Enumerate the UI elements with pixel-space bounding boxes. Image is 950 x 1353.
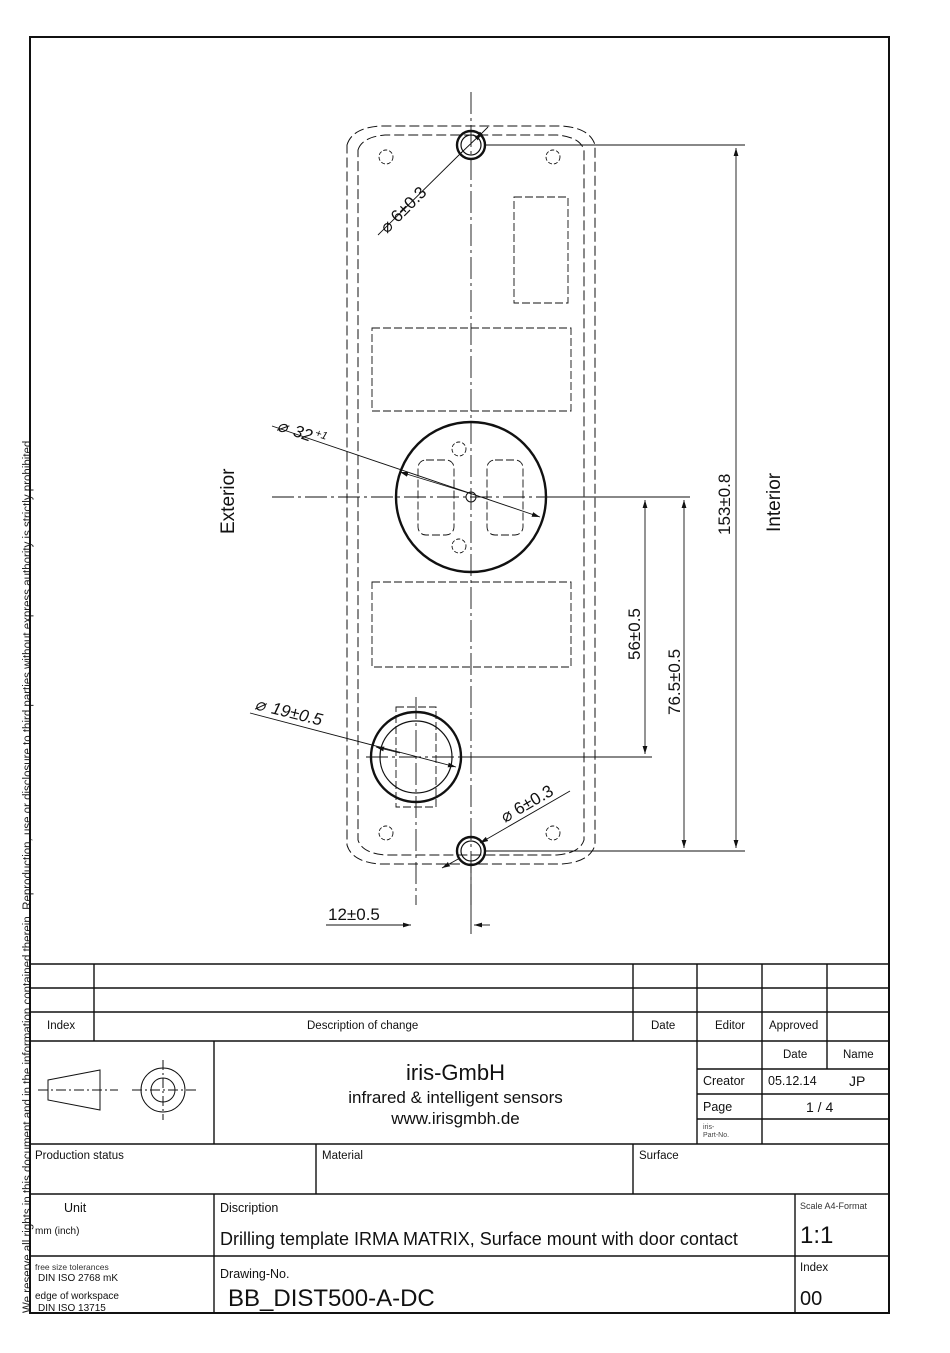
field-drawing-no-label: Drawing-No. (220, 1267, 290, 1281)
svg-text:⌀: ⌀ (253, 694, 268, 716)
dim-mid: 76.5±0.5 (665, 648, 684, 715)
dim-lower-hole: 19±0.5 (269, 698, 325, 730)
company-website: www.irisgmbh.de (391, 1109, 520, 1128)
field-scale-label: Scale A4-Format (800, 1201, 868, 1211)
field-tol-label: free size tolerances (35, 1262, 109, 1272)
field-edge-value: DIN ISO 13715 (38, 1303, 106, 1314)
field-material: Material (322, 1150, 363, 1162)
field-unit-value: mm (inch) (35, 1226, 80, 1237)
field-scale-value: 1:1 (800, 1222, 834, 1249)
company-name: iris-GmbH (406, 1060, 505, 1085)
field-edge-label: edge of workspace (35, 1291, 119, 1302)
field-description-label: Discription (220, 1201, 279, 1215)
center-lines (269, 92, 672, 905)
dim-center-hole-tol: +1 (313, 427, 330, 443)
dim-offset: 12±0.5 (328, 905, 380, 924)
dim-bottom-hole: 6±0.3 (510, 781, 557, 819)
field-unit-label: Unit (64, 1201, 87, 1215)
dim-top-hole: 6±0.3 (387, 182, 431, 227)
rev-col-editor: Editor (715, 1020, 746, 1032)
company-tagline: infrared & intelligent sensors (348, 1088, 563, 1107)
meta-creator-name: JP (849, 1073, 866, 1089)
field-surface: Surface (639, 1150, 679, 1162)
meta-creator-date: 05.12.14 (768, 1074, 817, 1088)
meta-page-value: 1 / 4 (806, 1099, 834, 1115)
meta-date-header: Date (783, 1049, 808, 1061)
dim-short: 56±0.5 (625, 608, 644, 660)
label-exterior: Exterior (218, 468, 239, 534)
copyright-notice: We reserve all rights in this document and in the information contained therein. Reproduction, use or disclosure to third parties without express authority is strictly prohibited. (22, 437, 34, 1313)
rev-col-date: Date (651, 1020, 676, 1032)
dim-top-diameter-symbol: ⌀ (376, 216, 398, 237)
field-index-label: Index (800, 1262, 829, 1274)
dimension-labels (218, 183, 785, 924)
field-drawing-no-value: BB_DIST500-A-DC (228, 1285, 435, 1312)
field-production-status: Production status (35, 1150, 124, 1162)
meta-part-label-1: iris- (703, 1124, 715, 1131)
field-tol-value: DIN ISO 2768 mK (38, 1273, 119, 1284)
mounting-holes-small (379, 150, 560, 840)
rev-col-index: Index (47, 1020, 76, 1032)
meta-page-label: Page (703, 1100, 733, 1114)
meta-creator-label: Creator (703, 1074, 745, 1088)
rev-col-approved: Approved (769, 1020, 819, 1032)
projection-symbol-icon (38, 1060, 196, 1120)
dim-center-hole: 32 (290, 421, 315, 446)
dim-overall: 153±0.8 (715, 473, 734, 535)
field-index-value: 00 (800, 1288, 823, 1310)
svg-text:⌀: ⌀ (274, 415, 291, 438)
title-block-grid (29, 964, 890, 1314)
label-interior: Interior (764, 472, 785, 532)
meta-part-label-2: Part-No. (703, 1132, 730, 1139)
meta-name-header: Name (843, 1049, 874, 1061)
svg-text:⌀: ⌀ (497, 804, 516, 827)
dimension-lines (250, 127, 745, 934)
rev-col-description: Description of change (307, 1020, 419, 1032)
field-description-value: Drilling template IRMA MATRIX, Surface mount with door contact (220, 1229, 738, 1249)
